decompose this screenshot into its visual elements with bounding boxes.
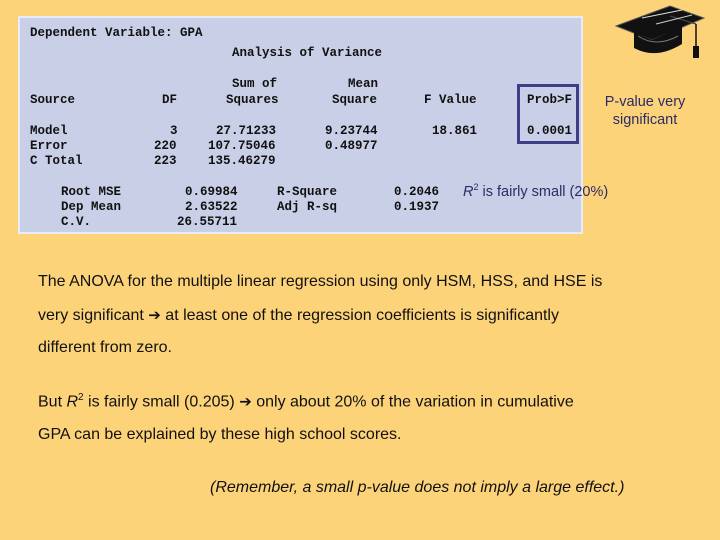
r-superscript: 2 xyxy=(78,392,84,403)
paragraph2-line2: GPA can be explained by these high school scores. xyxy=(38,426,402,443)
row-df: 3 xyxy=(170,124,178,138)
stat-label: Root MSE xyxy=(61,185,122,199)
stat-label2: Adj R-sq xyxy=(277,200,338,214)
paragraph1-line1: The ANOVA for the multiple linear regression using only HSM, HSS, and HSE is xyxy=(38,273,603,290)
stat-value: 0.69984 xyxy=(185,185,238,199)
right-arrow-icon: ➔ xyxy=(239,393,252,411)
right-arrow-icon: ➔ xyxy=(148,307,161,324)
header-df: DF xyxy=(162,93,178,107)
paragraph1-line2a: very significant xyxy=(38,307,149,324)
row-f: 18.861 xyxy=(432,124,478,138)
paragraph2-line1 xyxy=(38,392,574,411)
header-mean: Mean xyxy=(348,77,379,91)
row-ss: 135.46279 xyxy=(208,154,276,168)
prob-highlight-box xyxy=(517,84,579,144)
pvalue-callout-line1: P-value very xyxy=(604,94,686,110)
pvalue-callout xyxy=(592,93,698,129)
stat-value: 2.63522 xyxy=(185,200,238,214)
stat-label2: R-Square xyxy=(277,185,338,199)
header-source: Source xyxy=(30,93,76,107)
sas-output-panel xyxy=(18,16,583,234)
row-ss: 27.71233 xyxy=(216,124,277,138)
row-df: 223 xyxy=(154,154,177,168)
graduation-cap-icon xyxy=(612,2,706,66)
header-sum-of: Sum of xyxy=(232,77,278,91)
r2-callout-text: is fairly small (20%) xyxy=(478,183,609,200)
stat-value2: 0.2046 xyxy=(394,185,440,199)
stat-value2: 0.1937 xyxy=(394,200,440,214)
row-source: Model xyxy=(30,124,68,138)
r2-symbol: R xyxy=(463,183,474,200)
r2-superscript: 2 xyxy=(473,182,479,192)
row-df: 220 xyxy=(154,139,177,153)
header-square: Square xyxy=(332,93,378,107)
r2-callout xyxy=(463,178,608,201)
row-ms: 0.48977 xyxy=(325,139,378,153)
header-f-value: F Value xyxy=(424,93,477,107)
pvalue-callout-line2: significant xyxy=(612,112,678,128)
row-p: 0.0001 xyxy=(527,124,573,138)
r-symbol: R xyxy=(66,393,79,411)
paragraph1-line2b: at least one of the regression coefficients is significantly xyxy=(160,307,559,324)
remember-note: (Remember, a small p-value does not imply a large effect.) xyxy=(210,479,625,496)
header-squares: Squares xyxy=(226,93,279,107)
header-prob: Prob>F xyxy=(527,93,573,107)
dependent-variable: Dependent Variable: GPA xyxy=(30,26,203,40)
paragraph2-line1b: is fairly small (0.205) xyxy=(83,393,240,411)
stat-label: C.V. xyxy=(61,215,92,229)
stat-value: 26.55711 xyxy=(177,215,238,229)
row-ms: 9.23744 xyxy=(325,124,378,138)
anova-title: Analysis of Variance xyxy=(232,46,383,60)
row-source: C Total xyxy=(30,154,83,168)
paragraph2-line1c: only about 20% of the variation in cumulative xyxy=(251,393,574,411)
row-source: Error xyxy=(30,139,68,153)
paragraph2-line1a: But xyxy=(38,393,67,411)
stat-label: Dep Mean xyxy=(61,200,122,214)
row-ss: 107.75046 xyxy=(208,139,276,153)
paragraph1-line3: different from zero. xyxy=(38,339,172,356)
paragraph1-line2 xyxy=(38,306,559,325)
